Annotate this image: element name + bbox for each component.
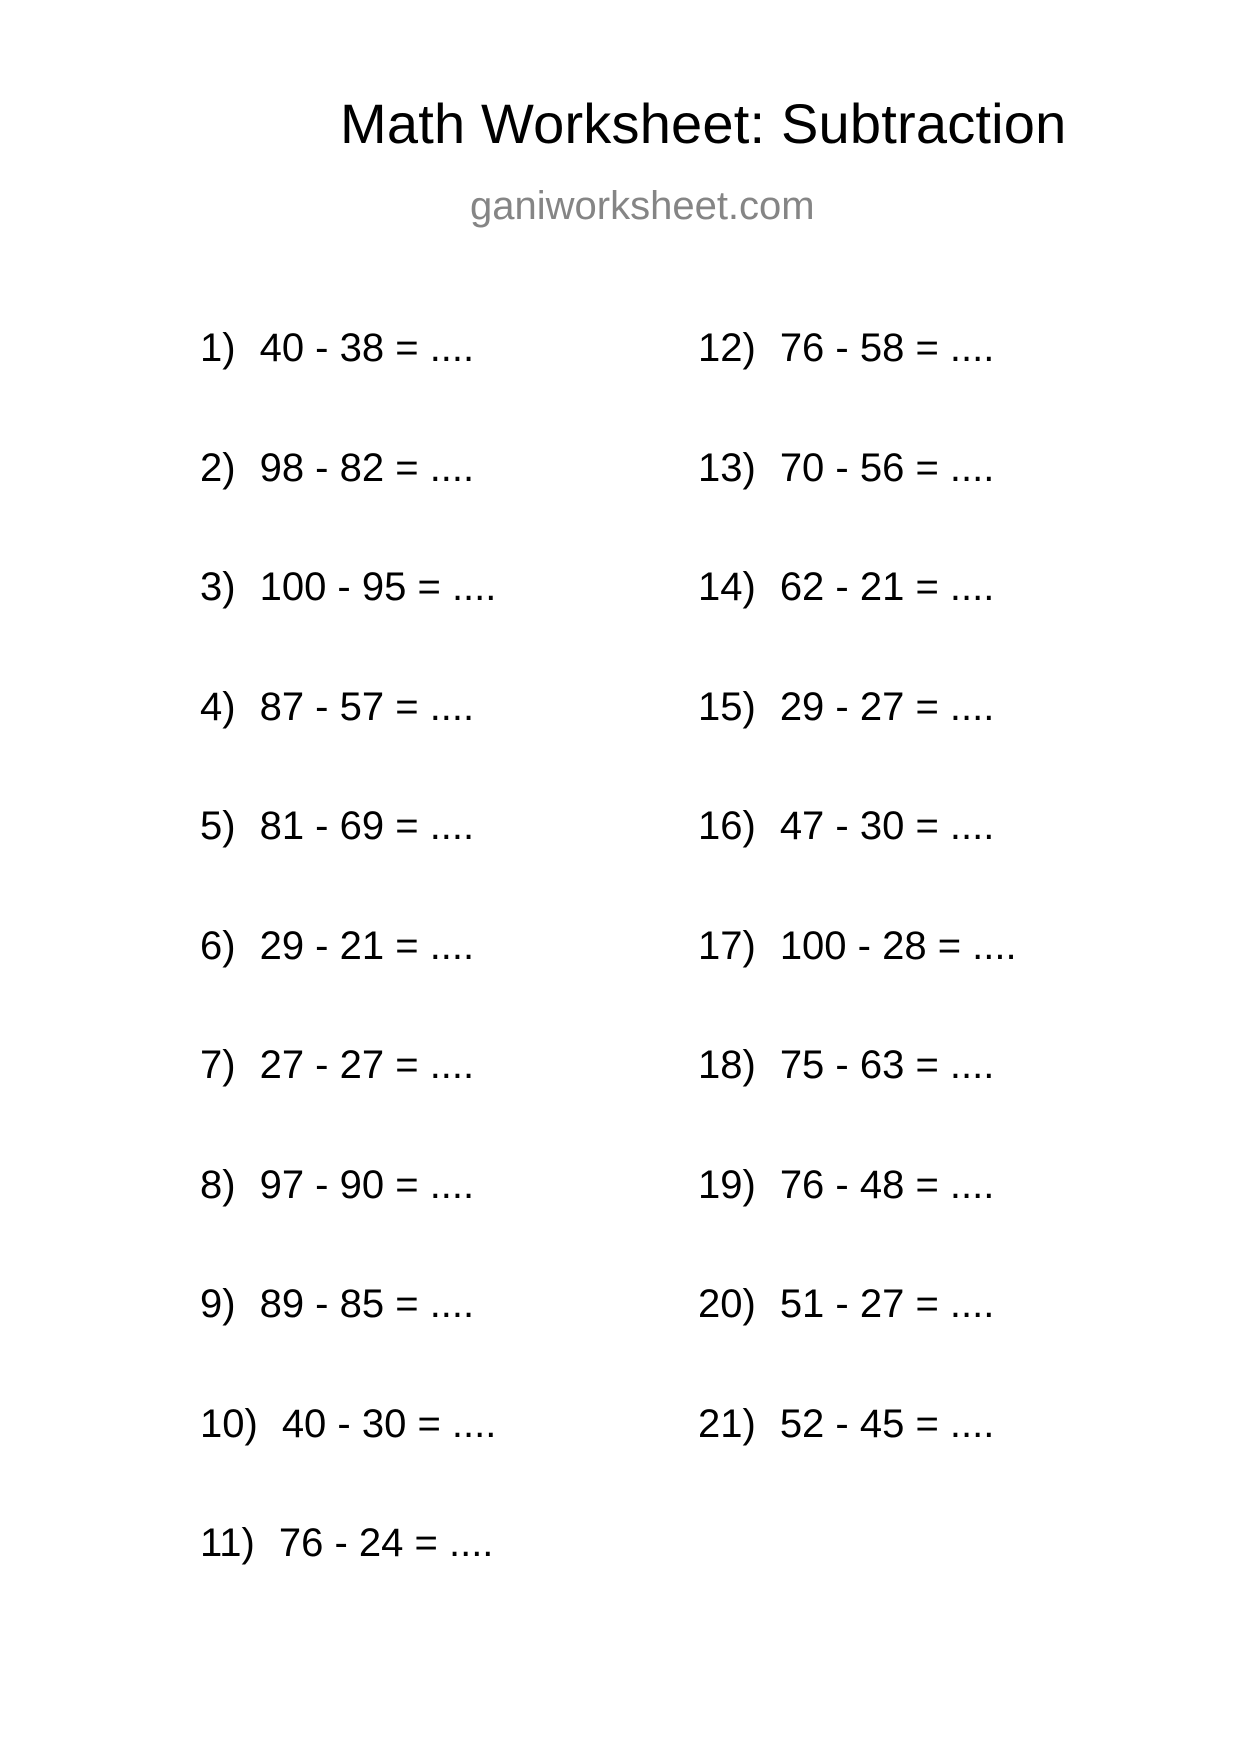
problem-number: 10) [200, 1401, 258, 1446]
problem-expression: 47 - 30 = .... [779, 804, 995, 848]
problem-number: 13) [698, 445, 756, 490]
problem-item [200, 682, 474, 732]
problem-number: 17) [698, 923, 756, 968]
problem-number: 16) [698, 804, 756, 848]
problem-expression: 97 - 90 = .... [259, 1162, 475, 1207]
problem-expression: 62 - 21 = .... [779, 565, 995, 609]
problem-expression: 76 - 48 = .... [779, 1162, 995, 1207]
problem-expression: 100 - 28 = .... [779, 923, 1017, 968]
problem-expression: 76 - 24 = .... [278, 1521, 494, 1565]
problem-expression: 89 - 85 = .... [259, 1282, 475, 1326]
problem-number: 21) [698, 1401, 756, 1446]
problem-item [200, 1399, 496, 1449]
problem-number: 1) [200, 326, 236, 370]
problem-expression: 51 - 27 = .... [779, 1282, 995, 1326]
problem-expression: 27 - 27 = .... [259, 1043, 475, 1087]
problem-expression: 76 - 58 = .... [779, 326, 995, 370]
problem-number: 14) [698, 565, 756, 609]
problem-expression: 40 - 38 = .... [259, 326, 475, 370]
problem-item [200, 323, 474, 373]
problem-expression: 100 - 95 = .... [259, 565, 497, 609]
problem-item [200, 562, 496, 612]
problem-item [200, 801, 474, 851]
problem-expression: 40 - 30 = .... [281, 1401, 497, 1446]
problem-item [698, 323, 994, 373]
problem-expression: 87 - 57 = .... [259, 684, 475, 729]
problem-item [698, 562, 994, 612]
problem-expression: 29 - 27 = .... [779, 684, 995, 729]
problem-number: 18) [698, 1043, 756, 1087]
problem-expression: 52 - 45 = .... [779, 1401, 995, 1446]
problem-number: 6) [200, 923, 236, 968]
problem-expression: 29 - 21 = .... [259, 923, 475, 968]
problem-number: 5) [200, 804, 236, 848]
problem-item [698, 1160, 994, 1210]
problem-item [200, 1040, 474, 1090]
problem-item [698, 682, 994, 732]
problem-number: 8) [200, 1162, 236, 1207]
problem-item [698, 801, 994, 851]
problem-item [200, 443, 474, 493]
problem-item [200, 921, 474, 971]
problem-item [698, 1399, 994, 1449]
problem-item [698, 443, 994, 493]
problem-number: 3) [200, 565, 236, 609]
problem-item [698, 921, 1017, 971]
problem-item [698, 1279, 994, 1329]
problem-number: 11) [200, 1521, 255, 1565]
problem-expression: 81 - 69 = .... [259, 804, 475, 848]
problem-number: 19) [698, 1162, 756, 1207]
problem-item [200, 1160, 474, 1210]
problem-expression: 75 - 63 = .... [779, 1043, 995, 1087]
problem-number: 4) [200, 684, 236, 729]
problem-item [698, 1040, 994, 1090]
problem-expression: 70 - 56 = .... [779, 445, 995, 490]
problem-number: 9) [200, 1282, 236, 1326]
worksheet-title: Math Worksheet: Subtraction [340, 92, 1067, 155]
problem-item [200, 1279, 474, 1329]
worksheet-source: ganiworksheet.com [470, 184, 815, 228]
problem-expression: 98 - 82 = .... [259, 445, 475, 490]
problem-number: 20) [698, 1282, 756, 1326]
problem-number: 2) [200, 445, 236, 490]
problem-number: 7) [200, 1043, 236, 1087]
problem-number: 15) [698, 684, 756, 729]
problem-number: 12) [698, 326, 756, 370]
problem-item [200, 1518, 493, 1568]
